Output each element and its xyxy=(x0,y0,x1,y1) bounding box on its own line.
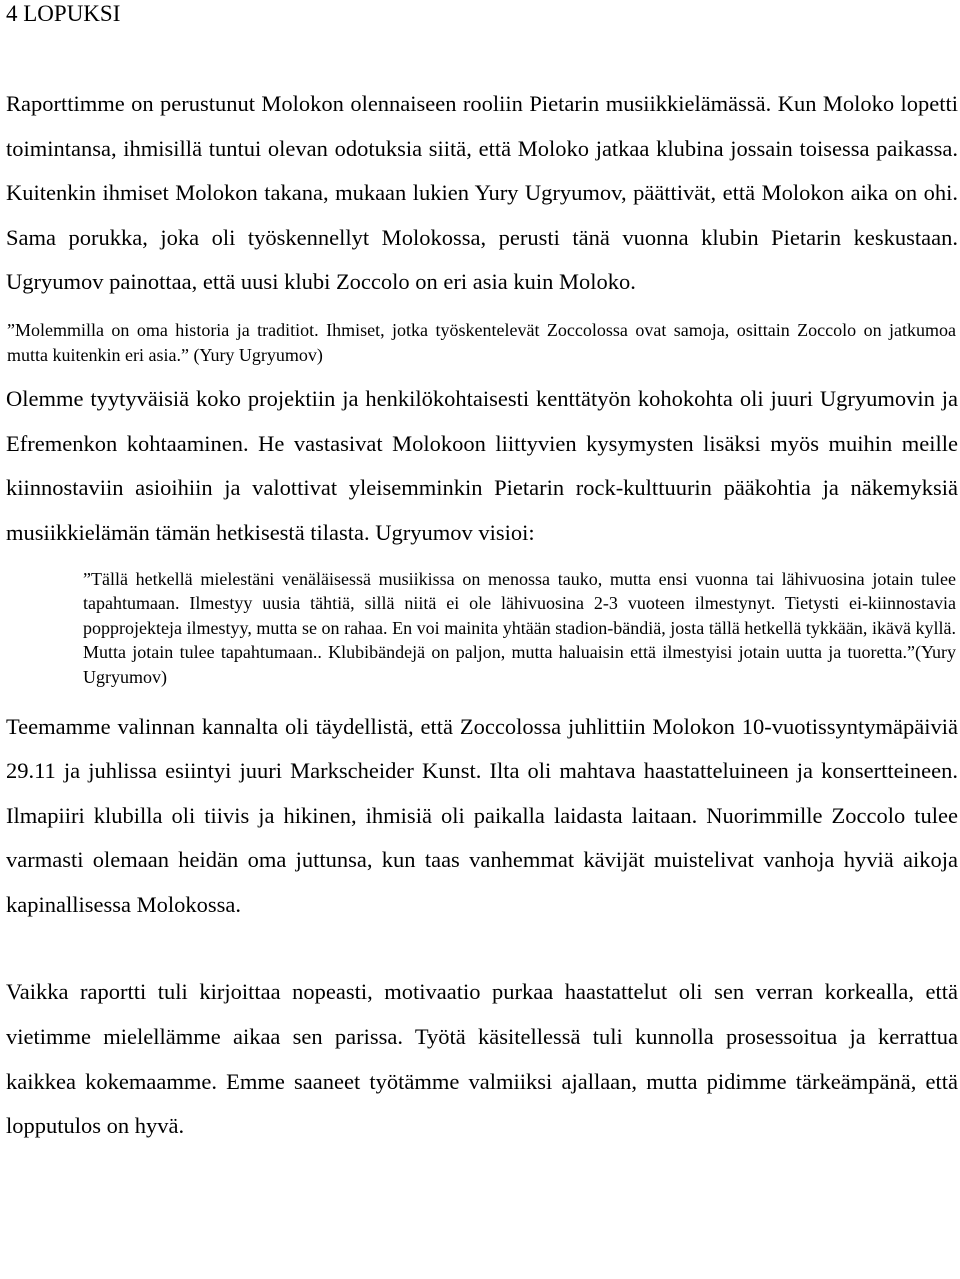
block-quote-1: ”Molemmilla on oma historia ja traditiot. Ihmiset, jotka työskentelevät Zoccolossa ovat samoja, osittain Zoccolo on jatkumoa mutta kuitenkin eri asia.” (Yury Ugryumov) xyxy=(7,319,956,365)
paragraph-1: Raporttimme on perustunut Molokon olennaiseen rooliin Pietarin musiikkielämässä. Kun Moloko lopetti toimintansa, ihmisillä tuntui olevan odotuksia siitä, että Moloko jatkaa klubina jossain toisessa paikassa. Kuitenkin ihmiset Molokon takana, mukaan lukien Yury Ugryumov, päättivät, että Molokon aika on ohi. Sama porukka, joka oli työskennellyt Molokossa, perusti tänä vuonna klubin Pietarin keskustaan. Ugryumov painottaa, että uusi klubi Zoccolo on eri asia kuin Moloko. xyxy=(6,91,958,295)
paragraph-4: Vaikka raportti tuli kirjoittaa nopeasti, motivaatio purkaa haastattelut oli sen verran korkealla, että vietimme mielellämme aikaa sen parissa. Työtä käsitellessä tuli kunnolla prosessoitua ja kerrattua kaikkea kokemaamme. Emme saaneet työtämme valmiiksi ajallaan, mutta pidimme tärkeämpänä, että lopputulos on hyvä. xyxy=(6,979,958,1139)
document-page xyxy=(6,0,958,1149)
section-heading: 4 LOPUKSI xyxy=(6,1,121,26)
paragraph-3: Teemamme valinnan kannalta oli täydellistä, että Zoccolossa juhlittiin Molokon 10-vuotissyntymäpäiviä 29.11 ja juhlissa esiintyi juuri Markscheider Kunst. Ilta oli mahtava haastatteluineen ja konsertteineen. Ilmapiiri klubilla oli tiivis ja hikinen, ihmisiä oli paikalla laidasta laitaan. Nuorimmille Zoccolo tulee varmasti olemaan heidän oma juttunsa, kun taas vanhemmat kävijät muistelivat vanhoja hyviä aikoja kapinallisessa Molokossa. xyxy=(6,713,958,917)
paragraph-2: Olemme tyytyväisiä koko projektiin ja henkilökohtaisesti kenttätyön kohokohta oli juuri Ugryumovin ja Efremenkon kohtaaminen. He vastasivat Molokoon liittyvien kysymysten lisäksi myös muihin meille kiinnostaviin asioihiin ja valottivat yleisemminkin Pietarin rock-kulttuurin pääkohtia ja näkemyksiä musiikkielämän tämän hetkisestä tilasta. Ugryumov visioi: xyxy=(6,386,958,545)
block-quote-2: ”Tällä hetkellä mielestäni venäläisessä musiikissa on menossa tauko, mutta ensi vuonna tai lähivuosina jotain tulee tapahtumaan. Ilmestyy uusia tähtiä, sillä niitä ei ole lähivuosina 2-3 vuoteen ilmestynyt. Tietysti ei-kiinnostavia popprojekteja ilmestyy, mutta se on rahaa. En voi mainita yhtään stadion-bändiä, josta tällä hetkellä tykkään, ikävä kyllä. Mutta jotain tulee tapahtumaan.. Klubibändejä on paljon, mutta haluaisin että ilmestyisi jotain uutta ja tuoretta.”(Yury Ugryumov) xyxy=(83,568,956,687)
